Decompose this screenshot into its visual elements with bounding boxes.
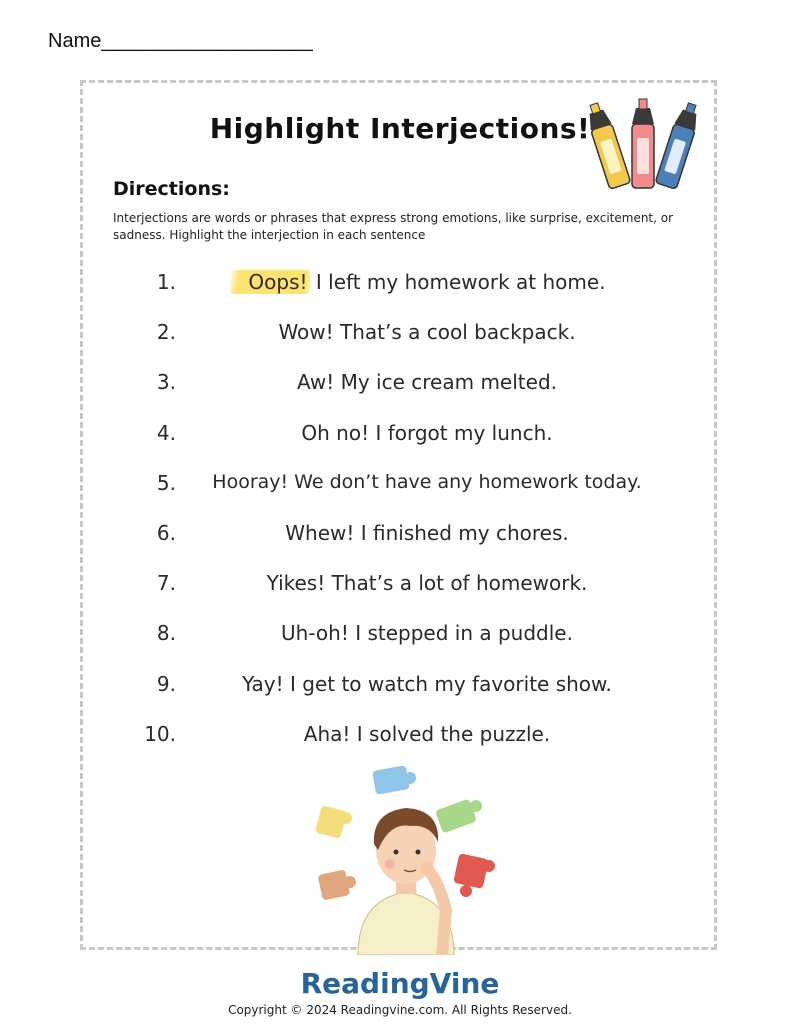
sentence-8 [0, 621, 800, 651]
sentence-rest: I left my homework at home. [309, 270, 606, 294]
sentence-rest: I forgot my lunch. [369, 421, 553, 445]
copyright-text: Copyright © 2024 Readingvine.com. All Rights Reserved. [228, 1003, 572, 1017]
sentence-rest: That’s a lot of homework. [325, 571, 588, 595]
sentence-rest: I solved the puzzle. [350, 722, 551, 746]
puzzle-piece-icon [435, 799, 482, 834]
sentence-text [177, 521, 677, 545]
sentence-text [177, 621, 677, 645]
interjection[interactable]: Aha! [303, 722, 351, 746]
sentence-number: 1. [156, 270, 176, 294]
sentence-3 [0, 370, 800, 400]
sentence-1 [0, 270, 800, 300]
interjection[interactable]: Whew! [285, 521, 355, 545]
sentence-number: 6. [156, 521, 176, 545]
sentence-9 [0, 672, 800, 702]
thinking-boy-illustration [306, 760, 506, 955]
sentence-rest: I get to watch my favorite show. [283, 672, 612, 696]
sentence-number: 3. [156, 370, 176, 394]
interjection[interactable]: Yay! [242, 672, 284, 696]
directions-heading: Directions: [113, 178, 230, 200]
sentence-text [177, 370, 677, 394]
readingvine-logo: ReadingVine [300, 967, 500, 1000]
sentence-4 [0, 421, 800, 451]
worksheet-title: Highlight Interjections! [209, 112, 591, 145]
sentence-text [177, 722, 677, 746]
sentence-rest: My ice cream melted. [334, 370, 557, 394]
interjection-highlighted[interactable]: Oops! [230, 270, 309, 294]
sentence-2 [0, 320, 800, 350]
highlighter-markers-icon [586, 96, 702, 196]
interjection[interactable]: Yikes! [266, 571, 326, 595]
interjection[interactable]: Uh-oh! [281, 621, 349, 645]
name-field: Name___________________ [48, 30, 313, 52]
sentence-number: 4. [156, 421, 176, 445]
interjection[interactable]: Oh no! [301, 421, 370, 445]
sentence-number: 8. [156, 621, 176, 645]
sentence-number: 7. [156, 571, 176, 595]
puzzle-piece-icon [315, 805, 352, 839]
puzzle-piece-icon [372, 765, 416, 795]
sentence-text [177, 320, 677, 344]
sentence-rest: We don’t have any homework today. [288, 471, 642, 493]
sentence-text [177, 471, 677, 493]
sentence-number: 2. [156, 320, 176, 344]
interjection[interactable]: Wow! [278, 320, 334, 344]
sentence-text [177, 672, 677, 696]
sentence-number: 5. [156, 471, 176, 495]
sentence-number: 9. [156, 672, 176, 696]
sentence-text [177, 270, 677, 294]
sentence-6 [0, 521, 800, 551]
directions-text: Interjections are words or phrases that express strong emotions, like surprise, excitement, or sadness. Highlight the interjection in each sentence [113, 211, 674, 242]
sentence-5 [0, 471, 800, 501]
sentence-rest: That’s a cool backpack. [333, 320, 576, 344]
sentence-rest: I finished my chores. [354, 521, 569, 545]
interjection[interactable]: Aw! [297, 370, 335, 394]
sentence-number: 10. [144, 722, 176, 746]
puzzle-piece-icon [453, 853, 495, 897]
sentence-7 [0, 571, 800, 601]
sentence-text [177, 421, 677, 445]
sentence-rest: I stepped in a puddle. [348, 621, 573, 645]
sentence-10 [0, 722, 800, 752]
puzzle-piece-icon [318, 869, 356, 900]
interjection[interactable]: Hooray! [212, 471, 289, 493]
sentence-text [177, 571, 677, 595]
